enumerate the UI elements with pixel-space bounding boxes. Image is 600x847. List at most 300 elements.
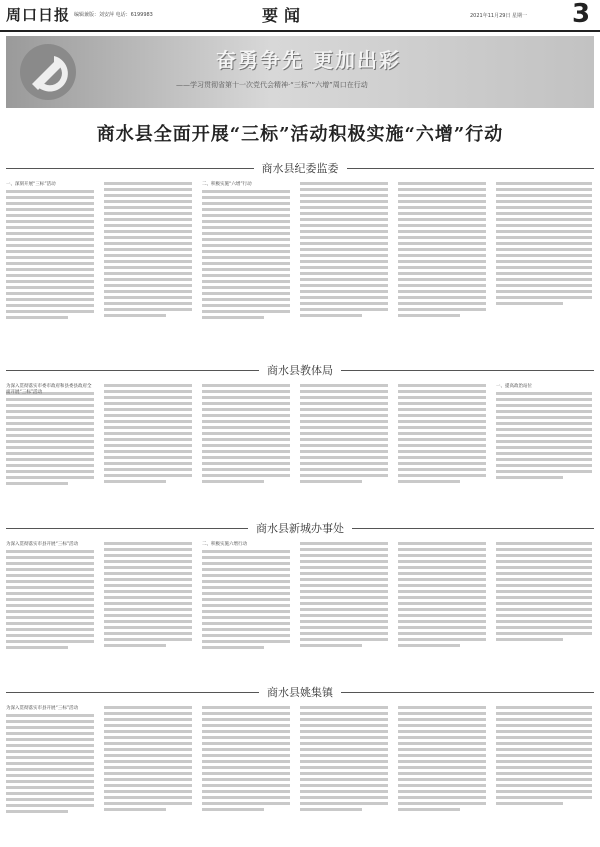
- text-line-placeholder: [202, 396, 290, 399]
- text-line-placeholder: [6, 768, 94, 771]
- text-line-placeholder: [300, 254, 388, 257]
- text-line-placeholder: [398, 542, 486, 545]
- text-line-placeholder: [496, 206, 592, 209]
- text-line-placeholder: [398, 474, 486, 477]
- text-line-placeholder: [104, 432, 192, 435]
- text-line-placeholder: [398, 390, 486, 393]
- text-line-placeholder: [104, 230, 192, 233]
- text-line-placeholder: [202, 292, 290, 295]
- text-line-placeholder: [6, 446, 94, 449]
- text-line-placeholder: [398, 644, 460, 647]
- text-line-placeholder: [6, 574, 94, 577]
- text-line-placeholder: [496, 566, 592, 569]
- text-line-placeholder: [496, 724, 592, 727]
- text-line-placeholder: [104, 724, 192, 727]
- text-line-placeholder: [398, 272, 486, 275]
- text-line-placeholder: [6, 470, 94, 473]
- text-line-placeholder: [104, 266, 192, 269]
- text-line-placeholder: [202, 736, 290, 739]
- text-line-placeholder: [104, 796, 192, 799]
- text-line-placeholder: [398, 444, 486, 447]
- text-line-placeholder: [104, 602, 192, 605]
- text-line-placeholder: [6, 250, 94, 253]
- text-line-placeholder: [104, 302, 192, 305]
- text-line-placeholder: [104, 474, 192, 477]
- text-line-placeholder: [300, 724, 388, 727]
- text-line-placeholder: [104, 408, 192, 411]
- text-line-placeholder: [6, 316, 68, 319]
- text-line-placeholder: [202, 208, 290, 211]
- text-line-placeholder: [104, 194, 192, 197]
- article-column: [6, 542, 94, 652]
- text-line-placeholder: [496, 404, 592, 407]
- text-line-placeholder: [496, 542, 592, 545]
- text-line-placeholder: [6, 586, 94, 589]
- text-line-placeholder: [300, 444, 388, 447]
- section-1: [6, 160, 594, 362]
- text-line-placeholder: [496, 614, 592, 617]
- text-line-placeholder: [6, 476, 94, 479]
- text-line-placeholder: [104, 772, 192, 775]
- text-line-placeholder: [496, 596, 592, 599]
- text-line-placeholder: [104, 542, 192, 545]
- text-line-placeholder: [496, 200, 592, 203]
- text-line-placeholder: [300, 560, 388, 563]
- text-line-placeholder: [496, 470, 592, 473]
- text-line-placeholder: [6, 714, 94, 717]
- text-line-placeholder: [6, 628, 94, 631]
- article-column: [300, 542, 388, 650]
- text-line-placeholder: [202, 408, 290, 411]
- text-line-placeholder: [300, 802, 388, 805]
- text-line-placeholder: [300, 438, 388, 441]
- text-line-placeholder: [202, 748, 290, 751]
- text-line-placeholder: [202, 706, 290, 709]
- text-line-placeholder: [300, 474, 388, 477]
- article-column: [398, 706, 486, 814]
- text-line-placeholder: [398, 302, 486, 305]
- text-line-placeholder: [496, 632, 592, 635]
- text-line-placeholder: [202, 456, 290, 459]
- text-line-placeholder: [6, 452, 94, 455]
- text-line-placeholder: [104, 308, 192, 311]
- text-line-placeholder: [300, 730, 388, 733]
- text-line-placeholder: [496, 224, 592, 227]
- text-line-placeholder: [496, 302, 563, 305]
- text-line-placeholder: [6, 398, 94, 401]
- text-line-placeholder: [496, 754, 592, 757]
- text-line-placeholder: [6, 262, 94, 265]
- text-line-placeholder: [300, 614, 388, 617]
- column-heading: 二、积极实施六增行动: [202, 542, 247, 547]
- article-column: [496, 384, 592, 482]
- text-line-placeholder: [6, 244, 94, 247]
- text-line-placeholder: [398, 772, 486, 775]
- text-line-placeholder: [202, 724, 290, 727]
- text-line-placeholder: [104, 480, 166, 483]
- text-line-placeholder: [202, 420, 290, 423]
- text-line-placeholder: [496, 236, 592, 239]
- article-column: [202, 542, 290, 652]
- text-line-placeholder: [398, 206, 486, 209]
- text-line-placeholder: [300, 390, 388, 393]
- text-line-placeholder: [398, 188, 486, 191]
- column-heading: 一、提高政治站位: [496, 384, 532, 389]
- text-line-placeholder: [6, 310, 94, 313]
- text-line-placeholder: [398, 456, 486, 459]
- text-line-placeholder: [104, 808, 166, 811]
- text-line-placeholder: [300, 456, 388, 459]
- text-line-placeholder: [104, 468, 192, 471]
- text-line-placeholder: [398, 248, 486, 251]
- article-column: [496, 182, 592, 308]
- article-column: [300, 706, 388, 814]
- text-line-placeholder: [6, 732, 94, 735]
- text-line-placeholder: [6, 298, 94, 301]
- text-line-placeholder: [202, 610, 290, 613]
- text-line-placeholder: [398, 254, 486, 257]
- text-line-placeholder: [398, 468, 486, 471]
- text-line-placeholder: [6, 720, 94, 723]
- text-line-placeholder: [104, 584, 192, 587]
- text-line-placeholder: [300, 712, 388, 715]
- text-line-placeholder: [6, 568, 94, 571]
- text-line-placeholder: [300, 602, 388, 605]
- text-line-placeholder: [104, 608, 192, 611]
- banner: [6, 36, 594, 108]
- text-line-placeholder: [398, 200, 486, 203]
- text-line-placeholder: [104, 754, 192, 757]
- text-line-placeholder: [398, 614, 486, 617]
- text-line-placeholder: [398, 796, 486, 799]
- text-line-placeholder: [300, 206, 388, 209]
- text-line-placeholder: [104, 290, 192, 293]
- text-line-placeholder: [104, 272, 192, 275]
- text-line-placeholder: [104, 766, 192, 769]
- text-line-placeholder: [496, 736, 592, 739]
- text-line-placeholder: [6, 580, 94, 583]
- text-line-placeholder: [6, 550, 94, 553]
- article-column: [6, 182, 94, 322]
- text-line-placeholder: [202, 310, 290, 313]
- text-line-placeholder: [398, 438, 486, 441]
- text-line-placeholder: [398, 290, 486, 293]
- text-line-placeholder: [104, 390, 192, 393]
- text-line-placeholder: [202, 220, 290, 223]
- text-line-placeholder: [104, 212, 192, 215]
- issue-date: 2021年11月29日 星期一: [470, 13, 528, 19]
- text-line-placeholder: [104, 730, 192, 733]
- text-line-placeholder: [202, 742, 290, 745]
- text-line-placeholder: [496, 296, 592, 299]
- text-line-placeholder: [398, 396, 486, 399]
- text-line-placeholder: [104, 778, 192, 781]
- text-line-placeholder: [6, 634, 94, 637]
- text-line-placeholder: [202, 622, 290, 625]
- text-line-placeholder: [202, 450, 290, 453]
- text-line-placeholder: [202, 414, 290, 417]
- text-line-placeholder: [104, 182, 192, 185]
- column-heading: 一、深刻开展“三标”活动: [6, 182, 56, 187]
- text-line-placeholder: [104, 706, 192, 709]
- text-line-placeholder: [496, 398, 592, 401]
- text-line-placeholder: [104, 402, 192, 405]
- text-line-placeholder: [300, 272, 388, 275]
- text-line-placeholder: [104, 236, 192, 239]
- text-line-placeholder: [496, 392, 592, 395]
- section-title: 商水县姚集镇: [6, 684, 594, 700]
- text-line-placeholder: [398, 790, 486, 793]
- text-line-placeholder: [496, 608, 592, 611]
- text-line-placeholder: [300, 200, 388, 203]
- article-column: [6, 384, 94, 488]
- article-column: [496, 542, 592, 644]
- text-line-placeholder: [6, 434, 94, 437]
- text-line-placeholder: [104, 784, 192, 787]
- text-line-placeholder: [6, 738, 94, 741]
- text-line-placeholder: [398, 584, 486, 587]
- text-line-placeholder: [398, 554, 486, 557]
- text-line-placeholder: [398, 742, 486, 745]
- text-line-placeholder: [300, 420, 388, 423]
- text-line-placeholder: [398, 308, 486, 311]
- text-line-placeholder: [496, 760, 592, 763]
- text-line-placeholder: [398, 242, 486, 245]
- text-line-placeholder: [496, 284, 592, 287]
- text-line-placeholder: [300, 290, 388, 293]
- text-line-placeholder: [300, 784, 388, 787]
- text-line-placeholder: [202, 214, 290, 217]
- text-line-placeholder: [104, 296, 192, 299]
- text-line-placeholder: [300, 408, 388, 411]
- section-2: [6, 362, 594, 518]
- text-line-placeholder: [496, 578, 592, 581]
- text-line-placeholder: [202, 718, 290, 721]
- text-line-placeholder: [202, 480, 264, 483]
- text-line-placeholder: [6, 458, 94, 461]
- text-line-placeholder: [398, 548, 486, 551]
- text-line-placeholder: [398, 278, 486, 281]
- banner-subtitle: ——学习贯彻省第十一次党代会精神·“三标”“六增”周口在行动: [176, 81, 368, 89]
- text-line-placeholder: [104, 548, 192, 551]
- text-line-placeholder: [496, 182, 592, 185]
- text-line-placeholder: [104, 242, 192, 245]
- text-line-placeholder: [300, 626, 388, 629]
- text-line-placeholder: [202, 592, 290, 595]
- text-line-placeholder: [398, 632, 486, 635]
- text-line-placeholder: [496, 796, 592, 799]
- banner-title: 奋勇争先 更加出彩: [216, 48, 401, 72]
- text-line-placeholder: [202, 462, 290, 465]
- text-line-placeholder: [104, 644, 166, 647]
- article-column: [104, 542, 192, 650]
- page-number: 3: [572, 0, 591, 29]
- text-line-placeholder: [398, 590, 486, 593]
- text-line-placeholder: [398, 212, 486, 215]
- text-line-placeholder: [6, 208, 94, 211]
- text-line-placeholder: [496, 560, 592, 563]
- text-line-placeholder: [496, 790, 592, 793]
- text-line-placeholder: [496, 188, 592, 191]
- text-line-placeholder: [6, 798, 94, 801]
- text-line-placeholder: [398, 754, 486, 757]
- text-line-placeholder: [300, 566, 388, 569]
- text-line-placeholder: [104, 444, 192, 447]
- text-line-placeholder: [6, 274, 94, 277]
- text-line-placeholder: [398, 450, 486, 453]
- text-line-placeholder: [202, 280, 290, 283]
- text-line-placeholder: [104, 426, 192, 429]
- text-line-placeholder: [202, 598, 290, 601]
- text-line-placeholder: [300, 772, 388, 775]
- text-line-placeholder: [202, 438, 290, 441]
- text-line-placeholder: [202, 646, 264, 649]
- text-line-placeholder: [202, 628, 290, 631]
- column-heading: 为深入贯彻落实市县开展“三标”活动: [6, 542, 79, 547]
- text-line-placeholder: [104, 248, 192, 251]
- text-line-placeholder: [496, 290, 592, 293]
- paper-name: 周口日报: [6, 6, 71, 24]
- column-heading: 为深入贯彻落实市委市政府和县委县政府全面开展“三标”活动: [6, 384, 92, 395]
- text-line-placeholder: [496, 772, 592, 775]
- text-line-placeholder: [202, 244, 290, 247]
- text-line-placeholder: [398, 578, 486, 581]
- text-line-placeholder: [398, 596, 486, 599]
- text-line-placeholder: [6, 422, 94, 425]
- text-line-placeholder: [104, 420, 192, 423]
- party-emblem-icon: [16, 40, 80, 104]
- text-line-placeholder: [104, 742, 192, 745]
- text-line-placeholder: [6, 220, 94, 223]
- text-line-placeholder: [496, 278, 592, 281]
- text-line-placeholder: [398, 426, 486, 429]
- text-line-placeholder: [398, 766, 486, 769]
- text-line-placeholder: [496, 476, 563, 479]
- text-line-placeholder: [300, 778, 388, 781]
- text-line-placeholder: [6, 238, 94, 241]
- text-line-placeholder: [300, 548, 388, 551]
- text-line-placeholder: [104, 384, 192, 387]
- text-line-placeholder: [398, 560, 486, 563]
- text-line-placeholder: [104, 224, 192, 227]
- article-column: [398, 384, 486, 486]
- text-line-placeholder: [104, 188, 192, 191]
- text-line-placeholder: [300, 414, 388, 417]
- text-line-placeholder: [300, 230, 388, 233]
- text-line-placeholder: [202, 286, 290, 289]
- text-line-placeholder: [6, 622, 94, 625]
- text-line-placeholder: [398, 414, 486, 417]
- text-line-placeholder: [202, 196, 290, 199]
- text-line-placeholder: [300, 808, 362, 811]
- text-line-placeholder: [398, 626, 486, 629]
- text-line-placeholder: [104, 414, 192, 417]
- text-line-placeholder: [300, 432, 388, 435]
- text-line-placeholder: [496, 590, 592, 593]
- text-line-placeholder: [202, 580, 290, 583]
- column-heading: 为深入贯彻落实市县开展“三标”活动: [6, 706, 79, 711]
- text-line-placeholder: [398, 462, 486, 465]
- text-line-placeholder: [6, 268, 94, 271]
- text-line-placeholder: [6, 286, 94, 289]
- text-line-placeholder: [496, 638, 563, 641]
- text-line-placeholder: [104, 712, 192, 715]
- text-line-placeholder: [398, 402, 486, 405]
- text-line-placeholder: [300, 718, 388, 721]
- text-line-placeholder: [104, 790, 192, 793]
- text-line-placeholder: [300, 384, 388, 387]
- text-line-placeholder: [300, 236, 388, 239]
- text-line-placeholder: [104, 314, 166, 317]
- text-line-placeholder: [202, 796, 290, 799]
- text-line-placeholder: [6, 562, 94, 565]
- text-line-placeholder: [202, 556, 290, 559]
- text-line-placeholder: [202, 232, 290, 235]
- text-line-placeholder: [6, 256, 94, 259]
- text-line-placeholder: [300, 396, 388, 399]
- text-line-placeholder: [104, 254, 192, 257]
- text-line-placeholder: [202, 712, 290, 715]
- text-line-placeholder: [398, 408, 486, 411]
- text-line-placeholder: [398, 760, 486, 763]
- text-line-placeholder: [104, 590, 192, 593]
- text-line-placeholder: [300, 248, 388, 251]
- text-line-placeholder: [202, 226, 290, 229]
- text-line-placeholder: [202, 316, 264, 319]
- text-line-placeholder: [398, 572, 486, 575]
- text-line-placeholder: [104, 396, 192, 399]
- article-column: [6, 706, 94, 816]
- text-line-placeholder: [300, 302, 388, 305]
- text-line-placeholder: [300, 212, 388, 215]
- text-line-placeholder: [300, 542, 388, 545]
- text-line-placeholder: [202, 202, 290, 205]
- text-line-placeholder: [6, 232, 94, 235]
- text-line-placeholder: [398, 802, 486, 805]
- text-line-placeholder: [6, 744, 94, 747]
- text-line-placeholder: [496, 440, 592, 443]
- section-3: [6, 520, 594, 680]
- text-line-placeholder: [398, 778, 486, 781]
- text-line-placeholder: [496, 416, 592, 419]
- text-line-placeholder: [300, 224, 388, 227]
- text-line-placeholder: [300, 296, 388, 299]
- text-line-placeholder: [398, 224, 486, 227]
- text-line-placeholder: [300, 760, 388, 763]
- text-line-placeholder: [202, 402, 290, 405]
- text-line-placeholder: [496, 572, 592, 575]
- text-line-placeholder: [496, 452, 592, 455]
- text-line-placeholder: [398, 602, 486, 605]
- text-line-placeholder: [300, 584, 388, 587]
- text-line-placeholder: [398, 236, 486, 239]
- text-line-placeholder: [300, 742, 388, 745]
- text-line-placeholder: [300, 766, 388, 769]
- text-line-placeholder: [104, 748, 192, 751]
- article-column: [202, 384, 290, 486]
- text-line-placeholder: [300, 308, 388, 311]
- text-line-placeholder: [496, 218, 592, 221]
- text-line-placeholder: [398, 480, 460, 483]
- text-line-placeholder: [496, 266, 592, 269]
- text-line-placeholder: [6, 616, 94, 619]
- text-line-placeholder: [104, 596, 192, 599]
- text-line-placeholder: [300, 638, 388, 641]
- article-column: [398, 182, 486, 320]
- text-line-placeholder: [104, 438, 192, 441]
- text-line-placeholder: [496, 272, 592, 275]
- text-line-placeholder: [496, 230, 592, 233]
